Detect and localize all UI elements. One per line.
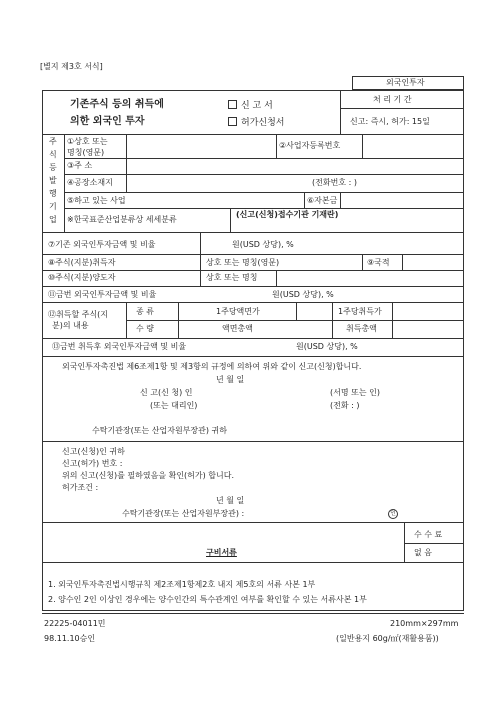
approval-confirm-text: 위의 신고(신청)를 필하였음을 확인(허가) 합니다. [62,471,235,480]
address-label: ③주 소 [67,161,93,170]
side-char: 등 [49,163,57,172]
approver-label: 수탁기관장(또는 산업자원부장관) : [122,509,245,518]
shares-content-label1: ⑫취득할 주식(지 [48,310,109,319]
existing-investment-value: 원(USD 상당), % [232,240,294,249]
acquirer-name-label: 상호 또는 명칭(영문) [206,258,280,267]
nationality-label: ⑨국적 [367,258,390,267]
post-acquisition-investment-value: 원(USD 상당), % [296,342,358,351]
acquisition-price-label: 1주당취득가 [338,307,382,316]
title-line1: 기존주식 등의 취득에 [70,99,164,110]
fee-title: 수 수 료 [414,530,443,539]
paper-spec: (일반용지 60g/㎡(재활용품)) [336,634,439,643]
current-investment-label: ⑪금번 외국인투자금액 및 비율 [48,290,157,299]
face-total-label: 액면총액 [222,324,253,333]
approval-number-label: 신고(허가) 번호 : [62,459,123,468]
business-label: ⑤하고 있는 사업 [67,196,126,205]
current-investment-value: 원(USD 상당), % [272,290,334,299]
agent-label: (또는 대리인) [150,401,198,410]
approval-date: 년 월 일 [216,496,245,505]
side-char: 업 [49,215,57,224]
capital-label: ⑥자본금 [307,196,338,205]
option-permit[interactable]: 허가신청서 [228,117,284,128]
form-code: 22225-04011민 [44,619,106,628]
agency-entry-label: (신고(신청)접수기관 기재란) [236,210,339,219]
declaration-text: 외국인투자촉진법 제6조제1항 및 제3항의 규정에 의하여 위와 같이 신고(신청)합니다. [62,362,362,371]
business-reg-number-label: ②사업자등록번호 [279,141,341,150]
acquisition-total-label: 취득총액 [346,324,377,333]
share-transferor-label: ⑩주식(지분)양도자 [48,273,116,282]
report-checkbox[interactable] [228,100,237,109]
applicant-label: 신 고(신 청) 인 [140,388,193,397]
side-char: 행 [49,189,57,198]
fee-value: 없 음 [414,548,432,557]
option-report[interactable]: 신 고 서 [228,100,273,111]
quantity-label: 수 량 [136,324,154,333]
side-char: 식 [49,150,57,159]
paper-size: 210mm×297mm [390,619,459,628]
seal-mark: 인 [388,509,398,519]
form-number: [별지 제3호 서식] [40,62,103,71]
processing-period-text: 신고: 즉시, 허가: 15일 [350,117,430,126]
shares-content-label2: 분)의 내용 [52,321,89,330]
approval-line1: 신고(신청)인 귀하 [62,447,125,456]
company-name-label: ①상호 또는 [67,137,108,146]
title-line2: 의한 외국인 투자 [70,116,145,127]
permit-conditions-label: 허가조건 : [62,483,99,492]
signature-label: (서명 또는 인) [330,388,380,397]
existing-investment-label: ⑦기존 외국인투자금액 및 비율 [48,240,156,249]
post-acquisition-investment-label: ⑬금번 취득후 외국인투자금액 및 비율 [52,342,187,351]
addressee-label: 수탁기관장(또는 산업자원부장관) 귀하 [92,426,227,435]
applicant-phone-label: (전화 : ) [330,401,360,410]
side-char: 발 [49,176,57,185]
required-doc-1: 1. 외국인투자촉진법시행규칙 제2조제1항제2호 내지 제5호의 서류 사본 1부 [48,580,316,589]
required-docs-title: 구비서류 [206,548,237,557]
approval-date-footer: 98.11.10승인 [44,634,96,643]
industry-classification-label: ※한국표준산업분류상 세세분류 [67,215,177,224]
share-kind-label: 종 류 [136,307,154,316]
share-acquirer-label: ⑧주식(지분)취득자 [48,258,116,267]
company-name-label2: 명칭(영문) [67,148,105,157]
declaration-date: 년 월 일 [216,375,245,384]
phone-number-label: (전화번호 : ) [312,178,357,187]
fee-section-frame [42,523,464,563]
factory-location-label: ④공장소재지 [67,178,113,187]
required-doc-2: 2. 양수인 2인 이상인 경우에는 양수인간의 특수관계인 여부를 확인할 수 있는 서류사본 1부 [48,595,367,604]
foreign-investment-label: 외국인투자 [386,78,425,87]
side-char: 주 [49,137,57,146]
transferor-name-label: 상호 또는 명칭 [206,273,258,282]
processing-period-title: 처 리 기 간 [373,95,412,104]
side-char: 기 [49,202,57,211]
permit-checkbox[interactable] [228,117,237,126]
par-value-label: 1주당액면가 [216,307,260,316]
